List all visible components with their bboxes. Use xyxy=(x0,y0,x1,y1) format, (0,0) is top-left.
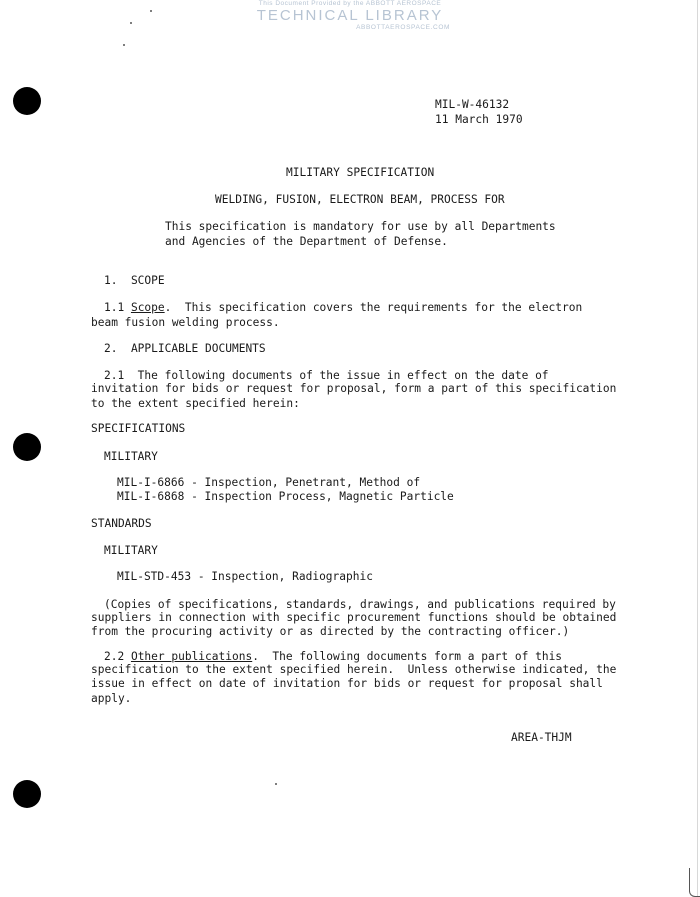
section-1-heading: 1. SCOPE xyxy=(104,274,165,287)
punch-hole-top xyxy=(13,87,41,115)
section-1-1-line-2: beam fusion welding process. xyxy=(91,316,280,329)
section-2-heading: 2. APPLICABLE DOCUMENTS xyxy=(104,342,266,355)
scan-speck xyxy=(123,44,125,46)
scan-speck xyxy=(150,10,152,12)
scan-speck xyxy=(130,22,132,24)
section-2-2-line-2: specification to the extent specified herein. Unless otherwise indicated, the xyxy=(91,663,617,676)
document-type-title: MILITARY SPECIFICATION xyxy=(286,166,435,179)
watermark-url: ABBOTTAEROSPACE.COM xyxy=(356,24,450,31)
section-2-1-line-2: invitation for bids or request for proposal, form a part of this specification xyxy=(91,382,617,395)
punch-hole-middle xyxy=(13,433,41,461)
watermark xyxy=(200,0,500,33)
standards-heading: STANDARDS xyxy=(91,517,152,530)
scan-speck xyxy=(275,783,277,785)
section-2-2-number: 2.2 xyxy=(104,650,131,663)
mandatory-statement-line-1: This specification is mandatory for use by all Departments xyxy=(165,220,556,233)
section-2-1-line-1: 2.1 The following documents of the issue in effect on the date of xyxy=(104,369,549,382)
footer-area-code: AREA-THJM xyxy=(511,731,572,744)
section-2-1-line-3: to the extent specified herein: xyxy=(91,397,300,410)
section-2-2-text: . The following documents form a part of this xyxy=(252,650,563,663)
section-1-1-line-1 xyxy=(104,300,582,315)
section-1-1-label: Scope xyxy=(130,301,165,314)
scan-edge-line xyxy=(697,0,698,897)
document-subject-title: WELDING, FUSION, ELECTRON BEAM, PROCESS FOR xyxy=(215,193,505,206)
section-2-2-line-4: apply. xyxy=(91,692,132,705)
specification-item: MIL-I-6868 - Inspection Process, Magnetic Particle xyxy=(117,490,454,503)
specifications-heading: SPECIFICATIONS xyxy=(91,422,186,435)
watermark-provider-text: This Document Provided by the ABBOTT AEROSPACE xyxy=(258,0,442,7)
watermark-library-title: TECHNICAL LIBRARY xyxy=(256,7,444,24)
copies-note-line-1: (Copies of specifications, standards, drawings, and publications required by xyxy=(104,598,616,611)
document-number: MIL-W-46132 xyxy=(435,98,510,111)
section-1-1-text: . This specification covers the requirements for the electron xyxy=(164,301,583,314)
page-corner-mark xyxy=(689,868,700,897)
punch-hole-bottom xyxy=(13,780,41,808)
standard-item: MIL-STD-453 - Inspection, Radiographic xyxy=(117,570,373,583)
copies-note-line-3: from the procuring activity or as directed by the contracting officer.) xyxy=(91,625,570,638)
standards-military-subheading: MILITARY xyxy=(104,544,158,557)
document-date: 11 March 1970 xyxy=(435,113,523,126)
specifications-military-subheading: MILITARY xyxy=(104,450,158,463)
section-2-2-label: Other publications xyxy=(130,650,253,663)
section-1-1-number: 1.1 xyxy=(104,301,131,314)
section-2-2-line-3: issue in effect on date of invitation for bids or request for proposal shall xyxy=(91,677,603,690)
copies-note-line-2: suppliers in connection with specific procurement functions should be obtained xyxy=(91,611,617,624)
specification-item: MIL-I-6866 - Inspection, Penetrant, Method of xyxy=(117,476,421,489)
mandatory-statement-line-2: and Agencies of the Department of Defense. xyxy=(165,235,448,248)
